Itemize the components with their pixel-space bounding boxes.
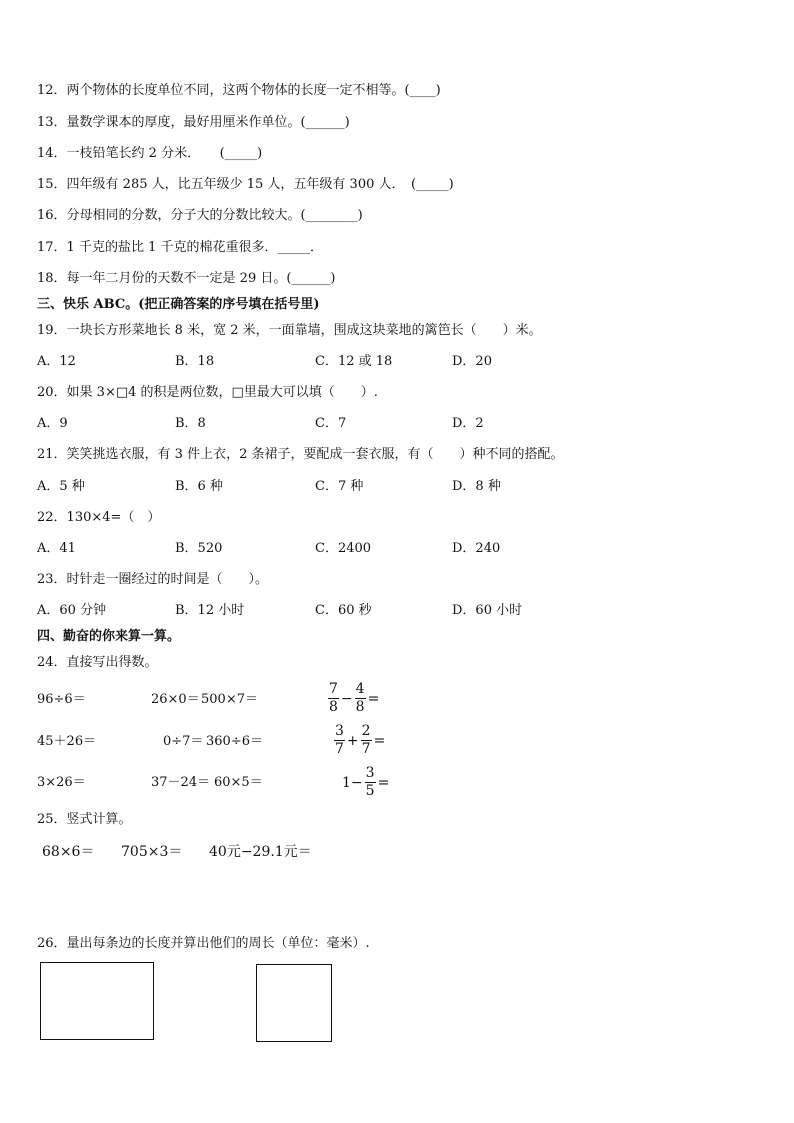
vertical-calc-1: 68×6＝: [42, 844, 95, 860]
fraction: $\frac{4}{8}$: [355, 681, 365, 715]
question-19: 19．一块长方形菜地长 8 米，宽 2 米，一面靠墙，围成这块菜地的篱笆长（ ）米。: [37, 323, 542, 338]
calc-r2c2: 0÷7＝: [163, 734, 204, 749]
q19-option-d: D．20: [452, 354, 492, 369]
rectangle-figure: [40, 962, 154, 1040]
question-20: 20．如果 3×□4 的积是两位数，□里最大可以填（ ）.: [37, 385, 378, 400]
fraction: $\frac{7}{8}$: [329, 681, 338, 715]
q23-option-a: A．60 分钟: [37, 603, 107, 618]
calc-r2c3: 360÷6＝: [206, 734, 263, 749]
q19-option-c: C．12 或 18: [315, 354, 393, 369]
calc-r2c1: 45＋26＝: [37, 734, 97, 749]
q20-option-d: D．2: [452, 416, 484, 431]
calc-r3c2: 37－24＝: [151, 775, 211, 790]
q20-option-c: C．7: [315, 416, 347, 431]
question-17: 17．1 千克的盐比 1 千克的棉花重很多．_____．: [37, 240, 323, 255]
q19-option-a: A．12: [37, 354, 76, 369]
question-24: 24．直接写出得数。: [37, 655, 158, 670]
q22-option-c: C．2400: [315, 541, 372, 556]
calc-r3c1: 3×26＝: [37, 775, 86, 790]
q22-option-b: B．520: [175, 541, 223, 556]
q19-option-b: B．18: [175, 354, 215, 369]
q22-option-a: A．41: [37, 541, 76, 556]
question-14: 14．一枝铅笔长约 2 分米． (_____): [37, 146, 263, 161]
vertical-calc-3: 40元−29.1元＝: [209, 844, 312, 860]
q21-option-b: B．6 种: [175, 479, 223, 494]
question-23: 23．时针走一圈经过的时间是（ ）。: [37, 572, 269, 587]
calc-r3c3: 60×5＝: [214, 775, 263, 790]
fraction: $\frac{3}{7}$: [335, 723, 344, 757]
section-3-heading: 三、快乐 ABC。(把正确答案的序号填在括号里): [37, 297, 320, 312]
q20-option-b: B．8: [175, 416, 206, 431]
fraction-expr-2: $\frac{3}{7}$ + $\frac{2}{7}$ =: [335, 723, 386, 757]
section-4-heading: 四、勤奋的你来算一算。: [37, 629, 181, 644]
q20-option-a: A．9: [37, 416, 68, 431]
question-12: 12．两个物体的长度单位不同，这两个物体的长度一定不相等。(____): [37, 83, 441, 98]
fraction-expr-1: $\frac{7}{8}$ − $\frac{4}{8}$ =: [329, 681, 380, 715]
q22-option-d: D．240: [452, 541, 501, 556]
q21-option-d: D．8 种: [452, 479, 501, 494]
question-16: 16．分母相同的分数，分子大的分数比较大。(________): [37, 208, 363, 223]
q21-option-a: A．5 种: [37, 479, 85, 494]
fraction-expr-3: 1− $\frac{3}{5}$ =: [342, 765, 390, 799]
calc-r1c3: 500×7＝: [201, 692, 258, 707]
q21-option-c: C．7 种: [315, 479, 364, 494]
question-18: 18．每一年二月份的天数不一定是 29 日。(______): [37, 271, 336, 286]
vertical-calc-2: 705×3＝: [121, 844, 183, 860]
q23-option-d: D．60 小时: [452, 603, 523, 618]
q23-option-b: B．12 小时: [175, 603, 245, 618]
question-15: 15．四年级有 285 人，比五年级少 15 人，五年级有 300 人． (_____): [37, 177, 454, 192]
question-21: 21．笑笑挑选衣服，有 3 件上衣，2 条裙子，要配成一套衣服，有（ ）种不同的搭配。: [37, 447, 564, 462]
question-22: 22．130×4=（ ）: [37, 510, 161, 525]
question-25: 25．竖式计算。: [37, 812, 132, 827]
question-13: 13．量数学课本的厚度，最好用厘米作单位。(______): [37, 115, 350, 130]
q23-option-c: C．60 秒: [315, 603, 372, 618]
fraction: $\frac{2}{7}$: [361, 723, 371, 757]
fraction: $\frac{3}{5}$: [365, 765, 375, 799]
question-26: 26．量出每条边的长度并算出他们的周长（单位：毫米）.: [37, 936, 370, 951]
calc-r1c1: 96÷6＝: [37, 692, 86, 707]
square-figure: [256, 964, 332, 1042]
calc-r1c2: 26×0＝: [151, 692, 200, 707]
